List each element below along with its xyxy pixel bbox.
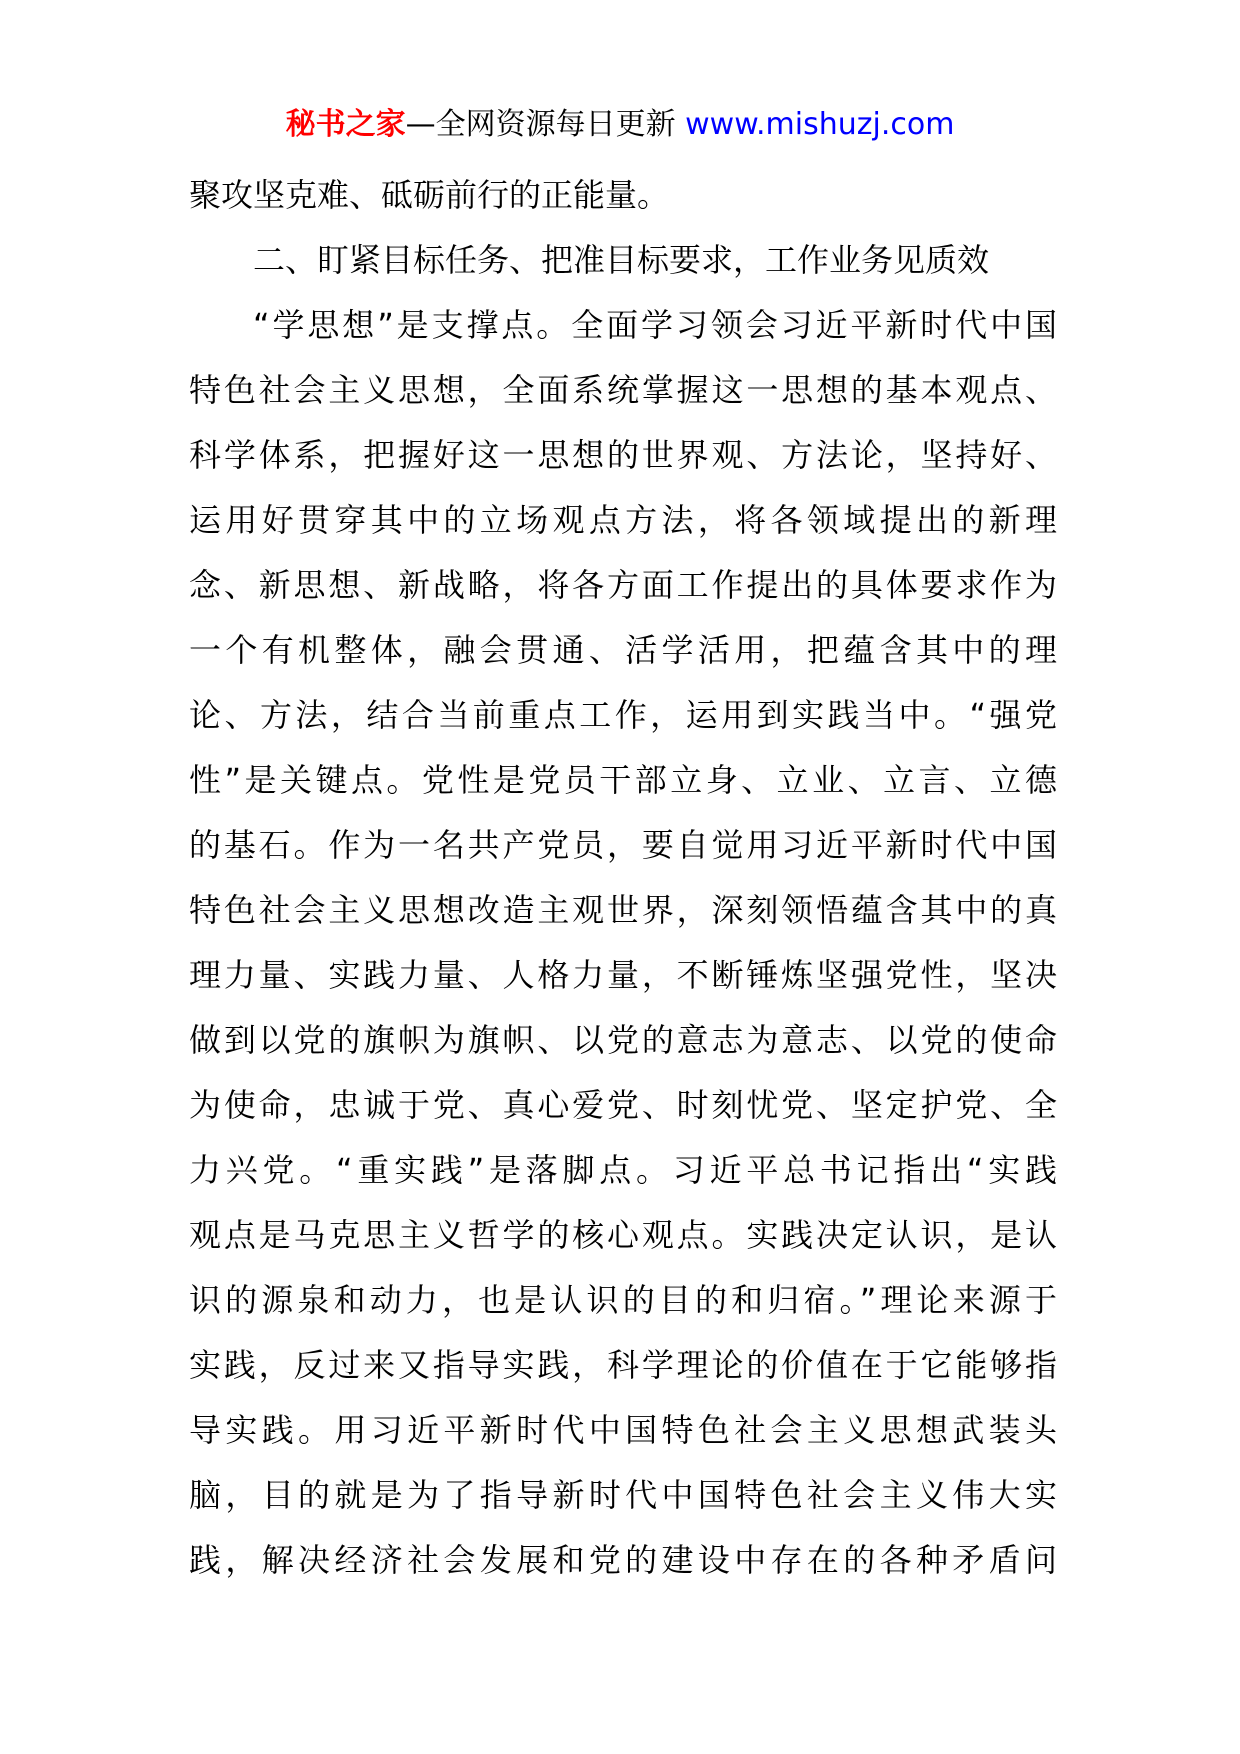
paragraph-line: “学思想”是支撑点。全面学习领会习近平新时代中国 [253,306,1057,344]
section-heading: 二、盯紧目标任务、把准目标要求，工作业务见质效 [253,241,990,279]
paragraph-line: 实践，反过来又指导实践，科学理论的价值在于它能够指 [189,1346,1057,1384]
paragraph-line: 理力量、实践力量、人格力量，不断锤炼坚强党性，坚决 [189,956,1057,994]
paragraph-line: 运用好贯穿其中的立场观点方法，将各领域提出的新理 [189,501,1057,539]
paragraph-line: 做到以党的旗帜为旗帜、以党的意志为意志、以党的使命 [189,1021,1057,1059]
paragraph-line: 观点是马克思主义哲学的核心观点。实践决定认识，是认 [189,1216,1057,1254]
paragraph-line: 践，解决经济社会发展和党的建设中存在的各种矛盾问 [189,1541,1057,1579]
header-url[interactable]: www.mishuzj.com [685,107,955,142]
paragraph-line: 特色社会主义思想改造主观世界，深刻领悟蕴含其中的真 [189,891,1057,929]
document-header [0,100,1240,150]
paragraph-line: 性”是关键点。党性是党员干部立身、立业、立言、立德 [189,761,1057,799]
paragraph-line: 科学体系，把握好这一思想的世界观、方法论，坚持好、 [189,436,1057,474]
paragraph-line: 特色社会主义思想，全面系统掌握这一思想的基本观点、 [189,371,1057,409]
paragraph-line: 脑，目的就是为了指导新时代中国特色社会主义伟大实 [189,1476,1057,1514]
paragraph-line: 论、方法，结合当前重点工作，运用到实践当中。“强党 [189,696,1057,734]
paragraph-line: 一个有机整体，融会贯通、活学活用，把蕴含其中的理 [189,631,1057,669]
paragraph-line: 为使命，忠诚于党、真心爱党、时刻忧党、坚定护党、全 [189,1086,1057,1124]
header-brand: 秘书之家 [285,107,406,142]
paragraph-line: 力兴党。“重实践”是落脚点。习近平总书记指出“实践 [189,1151,1057,1189]
header-tagline: —全网资源每日更新 [405,107,686,142]
paragraph-line: 识的源泉和动力，也是认识的目的和归宿。”理论来源于 [189,1281,1057,1319]
paragraph-line: 聚攻坚克难、砥砺前行的正能量。 [189,176,670,214]
paragraph-line: 念、新思想、新战略，将各方面工作提出的具体要求作为 [189,566,1057,604]
paragraph-line: 的基石。作为一名共产党员，要自觉用习近平新时代中国 [189,826,1057,864]
document-body [189,163,1057,1593]
paragraph-line: 导实践。用习近平新时代中国特色社会主义思想武装头 [189,1411,1057,1449]
